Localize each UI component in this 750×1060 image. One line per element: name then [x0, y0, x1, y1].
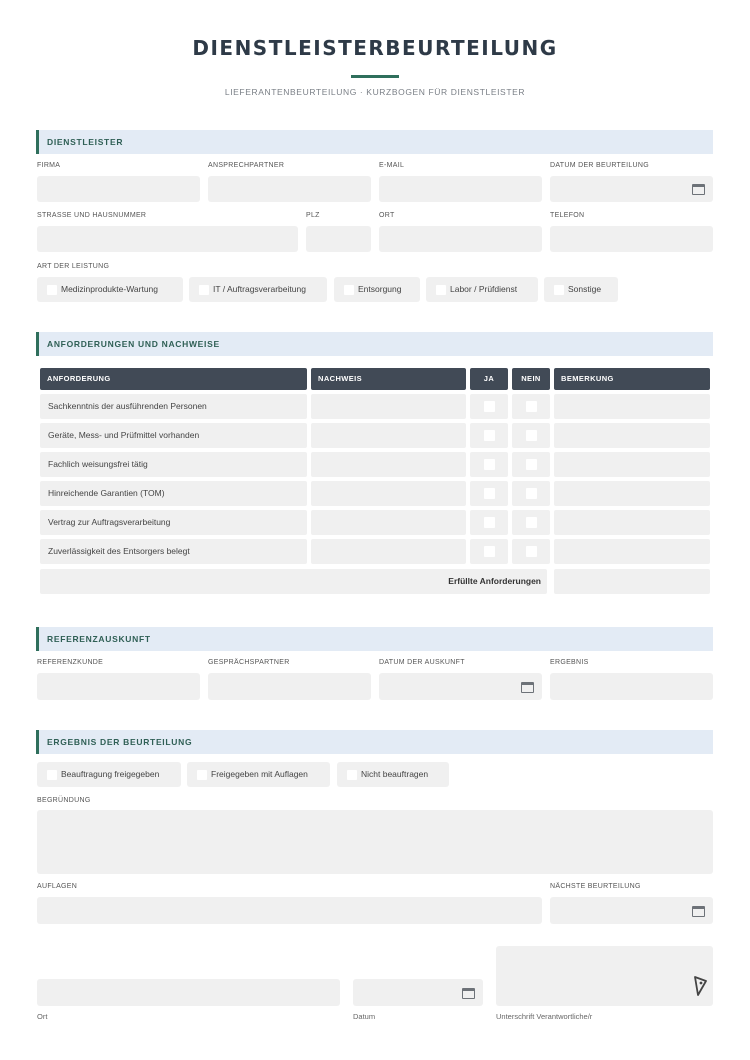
ja-checkbox[interactable] [484, 430, 495, 441]
nachweis-cell[interactable] [311, 452, 466, 477]
nein-cell [512, 394, 550, 419]
column-header-bemerkung: BEMERKUNG [554, 368, 710, 390]
calendar-icon[interactable] [692, 184, 705, 195]
nein-cell [512, 423, 550, 448]
checkbox[interactable] [199, 285, 209, 295]
firma-field[interactable] [37, 176, 200, 202]
begruendung-label: BEGRÜNDUNG [37, 797, 91, 804]
pen-nib-icon [693, 975, 707, 997]
ja-cell [470, 452, 508, 477]
bemerkung-cell[interactable] [554, 510, 710, 535]
email-label: E-MAIL [379, 162, 405, 169]
bemerkung-cell[interactable] [554, 481, 710, 506]
bemerkung-cell[interactable] [554, 394, 710, 419]
email-field[interactable] [379, 176, 542, 202]
bemerkung-cell[interactable] [554, 452, 710, 477]
ort-signature-label: Ort [37, 1012, 48, 1021]
ergebnis-option-auflagen[interactable] [187, 762, 330, 787]
checkbox[interactable] [344, 285, 354, 295]
requirement-cell: Sachkenntnis der ausführenden Personen [40, 394, 307, 419]
option-label: Entsorgung [358, 284, 402, 294]
unterschrift-label: Unterschrift Verantwortliche/r [496, 1012, 593, 1021]
checkbox[interactable] [436, 285, 446, 295]
bemerkung-cell[interactable] [554, 539, 710, 564]
nein-checkbox[interactable] [526, 430, 537, 441]
nachweis-cell[interactable] [311, 423, 466, 448]
nein-cell [512, 452, 550, 477]
datum-beurteilung-field[interactable] [550, 176, 713, 202]
ansprechpartner-field[interactable] [208, 176, 371, 202]
page-subtitle: LIEFERANTENBEURTEILUNG · KURZBOGEN FÜR DIENSTLEISTER [224, 87, 526, 97]
requirement-cell: Zuverlässigkeit des Entsorgers belegt [40, 539, 307, 564]
ergebnis-field[interactable] [550, 673, 713, 700]
column-header-ja: JA [470, 368, 508, 390]
ja-cell [470, 510, 508, 535]
art-option-labor[interactable] [426, 277, 538, 302]
checkbox[interactable] [554, 285, 564, 295]
requirement-cell: Geräte, Mess- und Prüfmittel vorhanden [40, 423, 307, 448]
ergebnis-label: ERGEBNIS [550, 659, 589, 666]
nachweis-cell[interactable] [311, 481, 466, 506]
section-dienstleister-heading: DIENSTLEISTER [36, 130, 713, 154]
ja-cell [470, 423, 508, 448]
nein-cell [512, 510, 550, 535]
ort-field[interactable] [379, 226, 542, 252]
datum-auskunft-label: DATUM DER AUSKUNFT [379, 659, 465, 666]
calendar-icon[interactable] [462, 988, 475, 999]
calendar-icon[interactable] [692, 906, 705, 917]
art-leistung-label: ART DER LEISTUNG [37, 263, 110, 270]
datum-auskunft-field[interactable] [379, 673, 542, 700]
naechste-beurteilung-label: NÄCHSTE BEURTEILUNG [550, 883, 641, 890]
section-anforderungen-heading: ANFORDERUNGEN UND NACHWEISE [36, 332, 713, 356]
strasse-field[interactable] [37, 226, 298, 252]
nein-checkbox[interactable] [526, 401, 537, 412]
option-label: Freigegeben mit Auflagen [211, 769, 308, 779]
summary-label: Erfüllte Anforderungen [40, 569, 547, 594]
ja-checkbox[interactable] [484, 546, 495, 557]
option-label: Beauftragung freigegeben [61, 769, 160, 779]
ort-label: ORT [379, 212, 395, 219]
referenzkunde-field[interactable] [37, 673, 200, 700]
requirement-cell: Fachlich weisungsfrei tätig [40, 452, 307, 477]
title-divider [351, 75, 399, 78]
nein-checkbox[interactable] [526, 517, 537, 528]
summary-value-field[interactable] [554, 569, 710, 594]
ergebnis-option-freigegeben[interactable] [37, 762, 181, 787]
gespraechspartner-field[interactable] [208, 673, 371, 700]
plz-field[interactable] [306, 226, 371, 252]
ja-checkbox[interactable] [484, 488, 495, 499]
section-ergebnis-heading: ERGEBNIS DER BEURTEILUNG [36, 730, 713, 754]
art-option-it[interactable] [189, 277, 327, 302]
requirement-cell: Vertrag zur Auftragsverarbeitung [40, 510, 307, 535]
ja-cell [470, 539, 508, 564]
option-label: Labor / Prüfdienst [450, 284, 518, 294]
option-label: Medizinprodukte-Wartung [61, 284, 159, 294]
telefon-label: TELEFON [550, 212, 585, 219]
nein-cell [512, 539, 550, 564]
naechste-beurteilung-field[interactable] [550, 897, 713, 924]
bemerkung-cell[interactable] [554, 423, 710, 448]
datum-signature-field[interactable] [353, 979, 483, 1006]
auflagen-field[interactable] [37, 897, 542, 924]
art-option-medizinprodukte[interactable] [37, 277, 183, 302]
ergebnis-option-nicht-beauftragen[interactable] [337, 762, 449, 787]
nein-checkbox[interactable] [526, 488, 537, 499]
option-label: IT / Auftragsverarbeitung [213, 284, 306, 294]
requirement-cell: Hinreichende Garantien (TOM) [40, 481, 307, 506]
firma-label: FIRMA [37, 162, 61, 169]
column-header-nein: NEIN [512, 368, 550, 390]
ansprechpartner-label: ANSPRECHPARTNER [208, 162, 285, 169]
column-header-anforderung: ANFORDERUNG [40, 368, 307, 390]
section-referenz-heading: REFERENZAUSKUNFT [36, 627, 713, 651]
option-label: Sonstige [568, 284, 602, 294]
ort-signature-field[interactable] [37, 979, 340, 1006]
checkbox[interactable] [47, 770, 57, 780]
nachweis-cell[interactable] [311, 510, 466, 535]
ja-checkbox[interactable] [484, 459, 495, 470]
ja-cell [470, 481, 508, 506]
nein-checkbox[interactable] [526, 459, 537, 470]
checkbox[interactable] [47, 285, 57, 295]
nachweis-cell[interactable] [311, 539, 466, 564]
gespraechspartner-label: GESPRÄCHSPARTNER [208, 659, 290, 666]
ja-checkbox[interactable] [484, 517, 495, 528]
auflagen-label: AUFLAGEN [37, 883, 78, 890]
signature-field[interactable] [496, 946, 713, 1006]
option-label: Nicht beauftragen [361, 769, 429, 779]
datum-beurteilung-label: DATUM DER BEURTEILUNG [550, 162, 649, 169]
begruendung-textarea[interactable] [37, 810, 713, 874]
checkbox[interactable] [347, 770, 357, 780]
ja-checkbox[interactable] [484, 401, 495, 412]
nein-checkbox[interactable] [526, 546, 537, 557]
nein-cell [512, 481, 550, 506]
art-option-sonstige[interactable] [544, 277, 618, 302]
referenzkunde-label: REFERENZKUNDE [37, 659, 104, 666]
page-title: DIENSTLEISTERBEURTEILUNG [192, 36, 558, 60]
strasse-label: STRASSE UND HAUSNUMMER [37, 212, 147, 219]
datum-signature-label: Datum [353, 1012, 376, 1021]
art-option-entsorgung[interactable] [334, 277, 420, 302]
calendar-icon[interactable] [521, 682, 534, 693]
nachweis-cell[interactable] [311, 394, 466, 419]
checkbox[interactable] [197, 770, 207, 780]
plz-label: PLZ [306, 212, 320, 219]
column-header-nachweis: NACHWEIS [311, 368, 466, 390]
ja-cell [470, 394, 508, 419]
telefon-field[interactable] [550, 226, 713, 252]
